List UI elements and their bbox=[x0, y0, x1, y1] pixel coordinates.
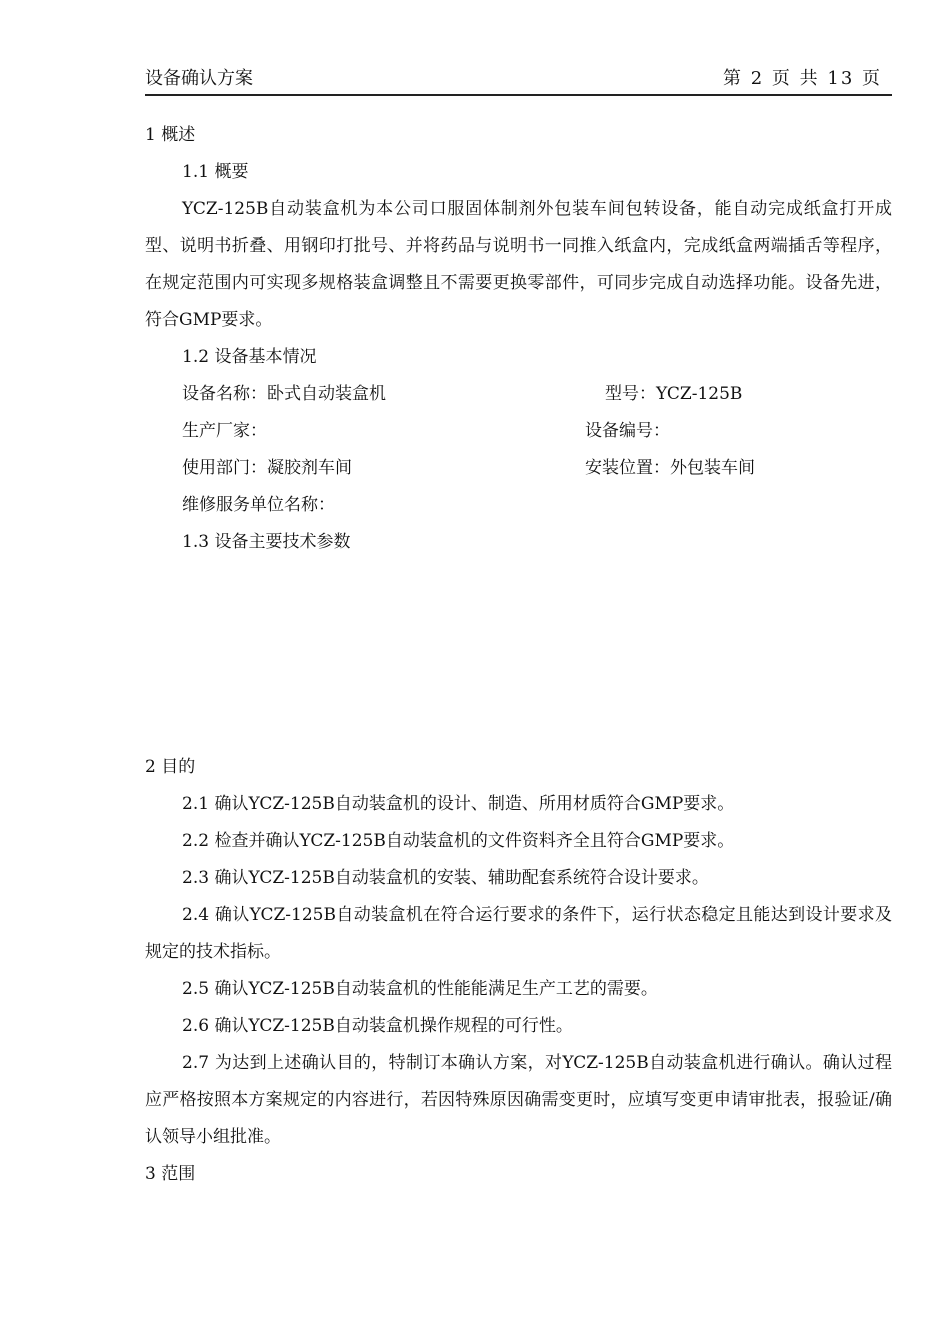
blank-space bbox=[145, 561, 892, 749]
purpose-item: 2.2 检查并确认YCZ-125B自动装盒机的文件资料齐全且符合GMP要求。 bbox=[182, 831, 735, 851]
purpose-item: 2.7 为达到上述确认目的，特制订本确认方案，对YCZ-125B自动装盒机进行确认。确认过程应严格按照本方案规定的内容进行，若因特殊原因确需变更时，应填写变更申请审批表，报验证/确认领导小组批准。 bbox=[145, 1053, 892, 1147]
section-1-heading: 1 概述 bbox=[145, 125, 196, 145]
equipment-name: 设备名称：卧式自动装盒机 bbox=[182, 384, 386, 404]
overview-paragraph: YCZ-125B自动装盒机为本公司口服固体制剂外包装车间包转设备，能自动完成纸盒打开成型、说明书折叠、用钢印打批号、并将药品与说明书一同推入纸盒内，完成纸盒两端插舌等程序，在规定范围内可实现多规格装盒调整且不需要更换零部件，可同步完成自动选择功能。设备先进，符合GMP要求。 bbox=[145, 199, 892, 330]
purpose-item: 2.5 确认YCZ-125B自动装盒机的性能能满足生产工艺的需要。 bbox=[182, 979, 658, 999]
install-location: 安装位置：外包装车间 bbox=[585, 458, 755, 478]
section-1-2-heading: 1.2 设备基本情况 bbox=[182, 347, 317, 367]
section-1-3-heading: 1.3 设备主要技术参数 bbox=[182, 532, 351, 552]
document-title: 设备确认方案 bbox=[145, 68, 253, 89]
page-number: 第 2 页 共 13 页 bbox=[723, 68, 882, 89]
purpose-item: 2.4 确认YCZ-125B自动装盒机在符合运行要求的条件下，运行状态稳定且能达到设计要求及规定的技术指标。 bbox=[145, 905, 892, 962]
section-3-heading: 3 范围 bbox=[145, 1164, 196, 1184]
info-row-name-model bbox=[145, 376, 892, 413]
purpose-item: 2.1 确认YCZ-125B自动装盒机的设计、制造、所用材质符合GMP要求。 bbox=[182, 794, 735, 814]
section-1-1-heading: 1.1 概要 bbox=[182, 162, 249, 182]
purpose-item: 2.6 确认YCZ-125B自动装盒机操作规程的可行性。 bbox=[182, 1016, 573, 1036]
info-row-department-location bbox=[145, 450, 892, 487]
document-body bbox=[145, 117, 892, 1193]
page-header bbox=[145, 64, 892, 96]
purpose-item: 2.3 确认YCZ-125B自动装盒机的安装、辅助配套系统符合设计要求。 bbox=[182, 868, 709, 888]
service-unit: 维修服务单位名称： bbox=[182, 495, 335, 515]
equipment-number: 设备编号： bbox=[585, 421, 670, 441]
manufacturer: 生产厂家： bbox=[182, 421, 267, 441]
info-row-manufacturer-no bbox=[145, 413, 892, 450]
section-2-heading: 2 目的 bbox=[145, 757, 196, 777]
equipment-model: 型号：YCZ-125B bbox=[605, 384, 743, 404]
department: 使用部门：凝胶剂车间 bbox=[182, 458, 352, 478]
